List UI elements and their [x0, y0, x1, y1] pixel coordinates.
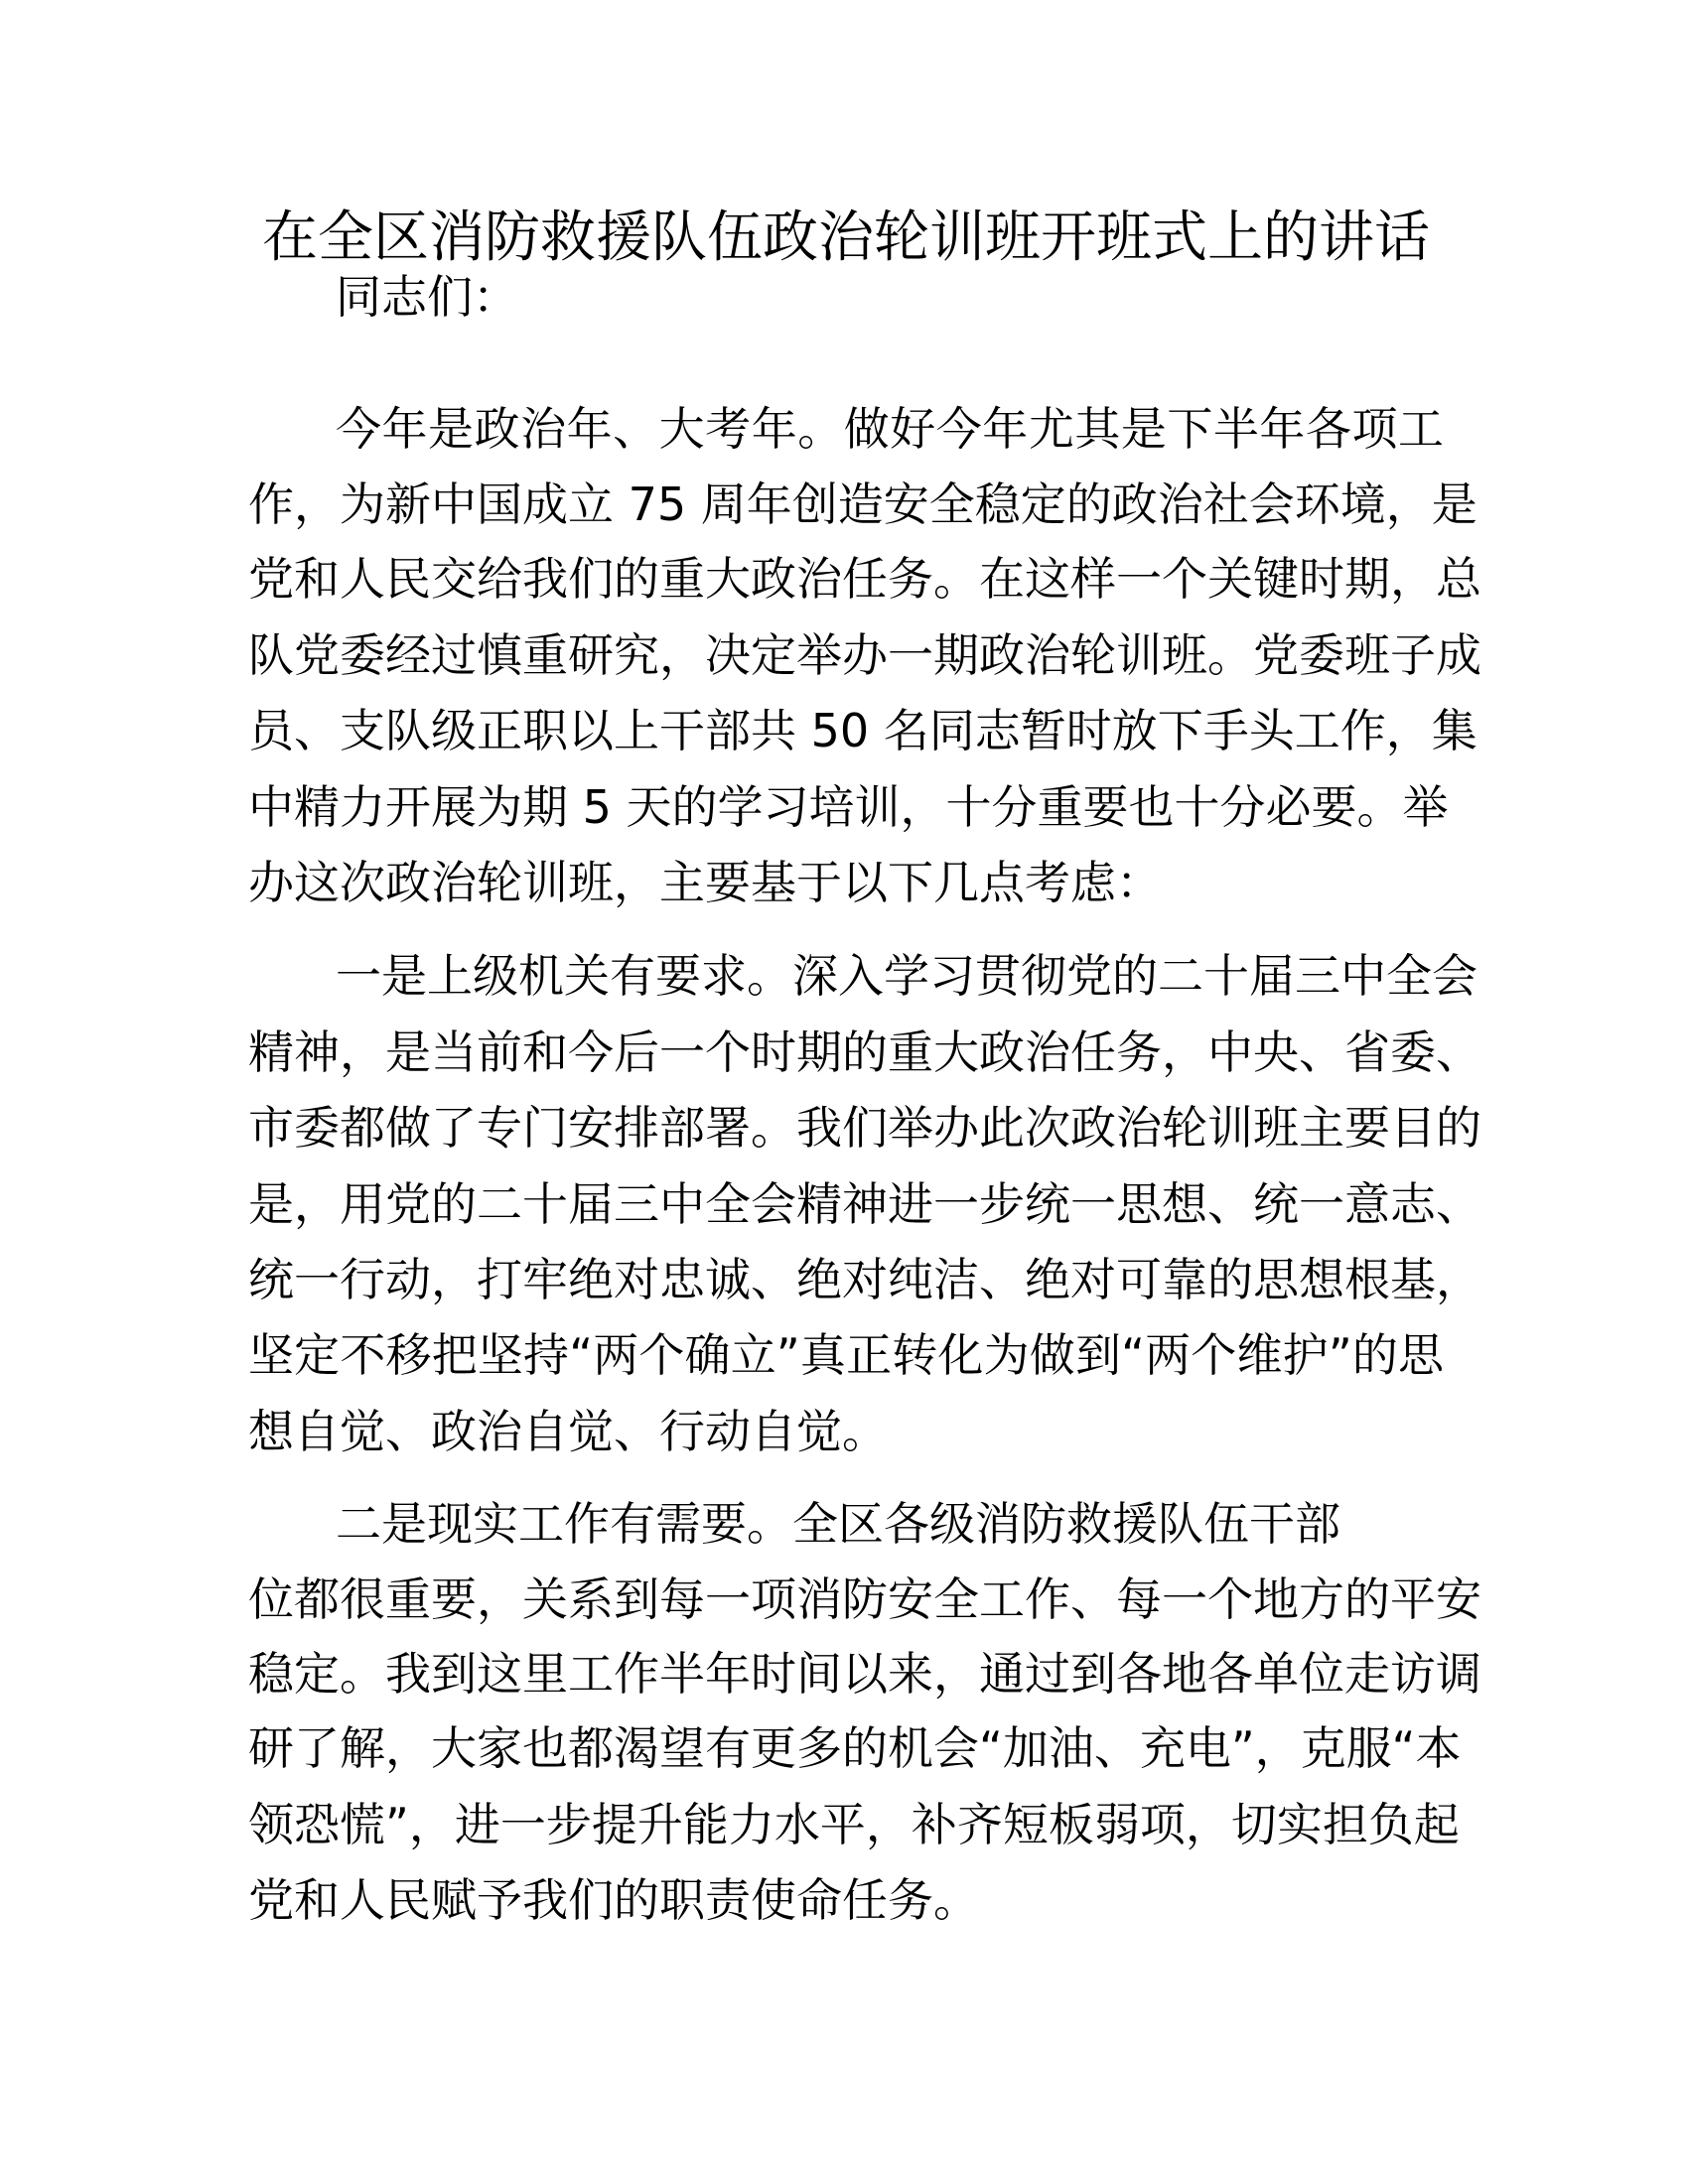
paragraph-2-line: 精神，是当前和今后一个时期的重大政治任务，中央、省委、 — [248, 1025, 1481, 1079]
document-title: 在全区消防救援队伍政治轮训班开班式上的讲话 — [262, 205, 1430, 270]
paragraph-3-line: 位都很重要，关系到每一项消防安全工作、每一个地方的平安 — [248, 1572, 1481, 1626]
salutation: 同志们： — [336, 270, 518, 324]
paragraph-1-line: 员、支队级正职以上干部共 50 名同志暂时放下手头工作，集 — [248, 704, 1477, 757]
paragraph-3-line: 领恐慌”，进一步提升能力水平，补齐短板弱项，切实担负起 — [248, 1798, 1460, 1851]
paragraph-2-line: 统一行动，打牢绝对忠诚、绝对纯洁、绝对可靠的思想根基， — [248, 1253, 1481, 1306]
paragraph-1-line: 今年是政治年、大考年。做好今年尤其是下半年各项工 — [336, 402, 1444, 456]
paragraph-1-line: 队党委经过慎重研究，决定举办一期政治轮训班。党委班子成 — [248, 628, 1481, 682]
paragraph-1-line: 办这次政治轮训班，主要基于以下几点考虑： — [248, 856, 1162, 909]
paragraph-1-line: 作，为新中国成立 75 周年创造安全稳定的政治社会环境，是 — [248, 478, 1477, 531]
paragraph-2-line: 一是上级机关有要求。深入学习贯彻党的二十届三中全会 — [336, 949, 1477, 1003]
paragraph-2-line: 是，用党的二十届三中全会精神进一步统一思想、统一意志、 — [248, 1177, 1481, 1231]
paragraph-2-line: 坚定不移把坚持“两个确立”真正转化为做到“两个维护”的思 — [248, 1328, 1444, 1382]
paragraph-3-line: 二是现实工作有需要。全区各级消防救援队伍干部 — [336, 1497, 1340, 1551]
paragraph-2-line: 市委都做了专门安排部署。我们举办此次政治轮训班主要目的 — [248, 1101, 1481, 1155]
paragraph-3-line: 党和人民赋予我们的职责使命任务。 — [248, 1873, 979, 1927]
paragraph-3-line: 稳定。我到这里工作半年时间以来，通过到各地各单位走访调 — [248, 1647, 1481, 1701]
paragraph-3-line: 研了解，大家也都渴望有更多的机会“加油、充电”，克服“本 — [248, 1721, 1462, 1775]
paragraph-1-line: 党和人民交给我们的重大政治任务。在这样一个关键时期，总 — [248, 552, 1481, 606]
paragraph-2-line: 想自觉、政治自觉、行动自觉。 — [248, 1405, 888, 1458]
paragraph-1-line: 中精力开展为期 5 天的学习培训，十分重要也十分必要。举 — [248, 780, 1449, 834]
